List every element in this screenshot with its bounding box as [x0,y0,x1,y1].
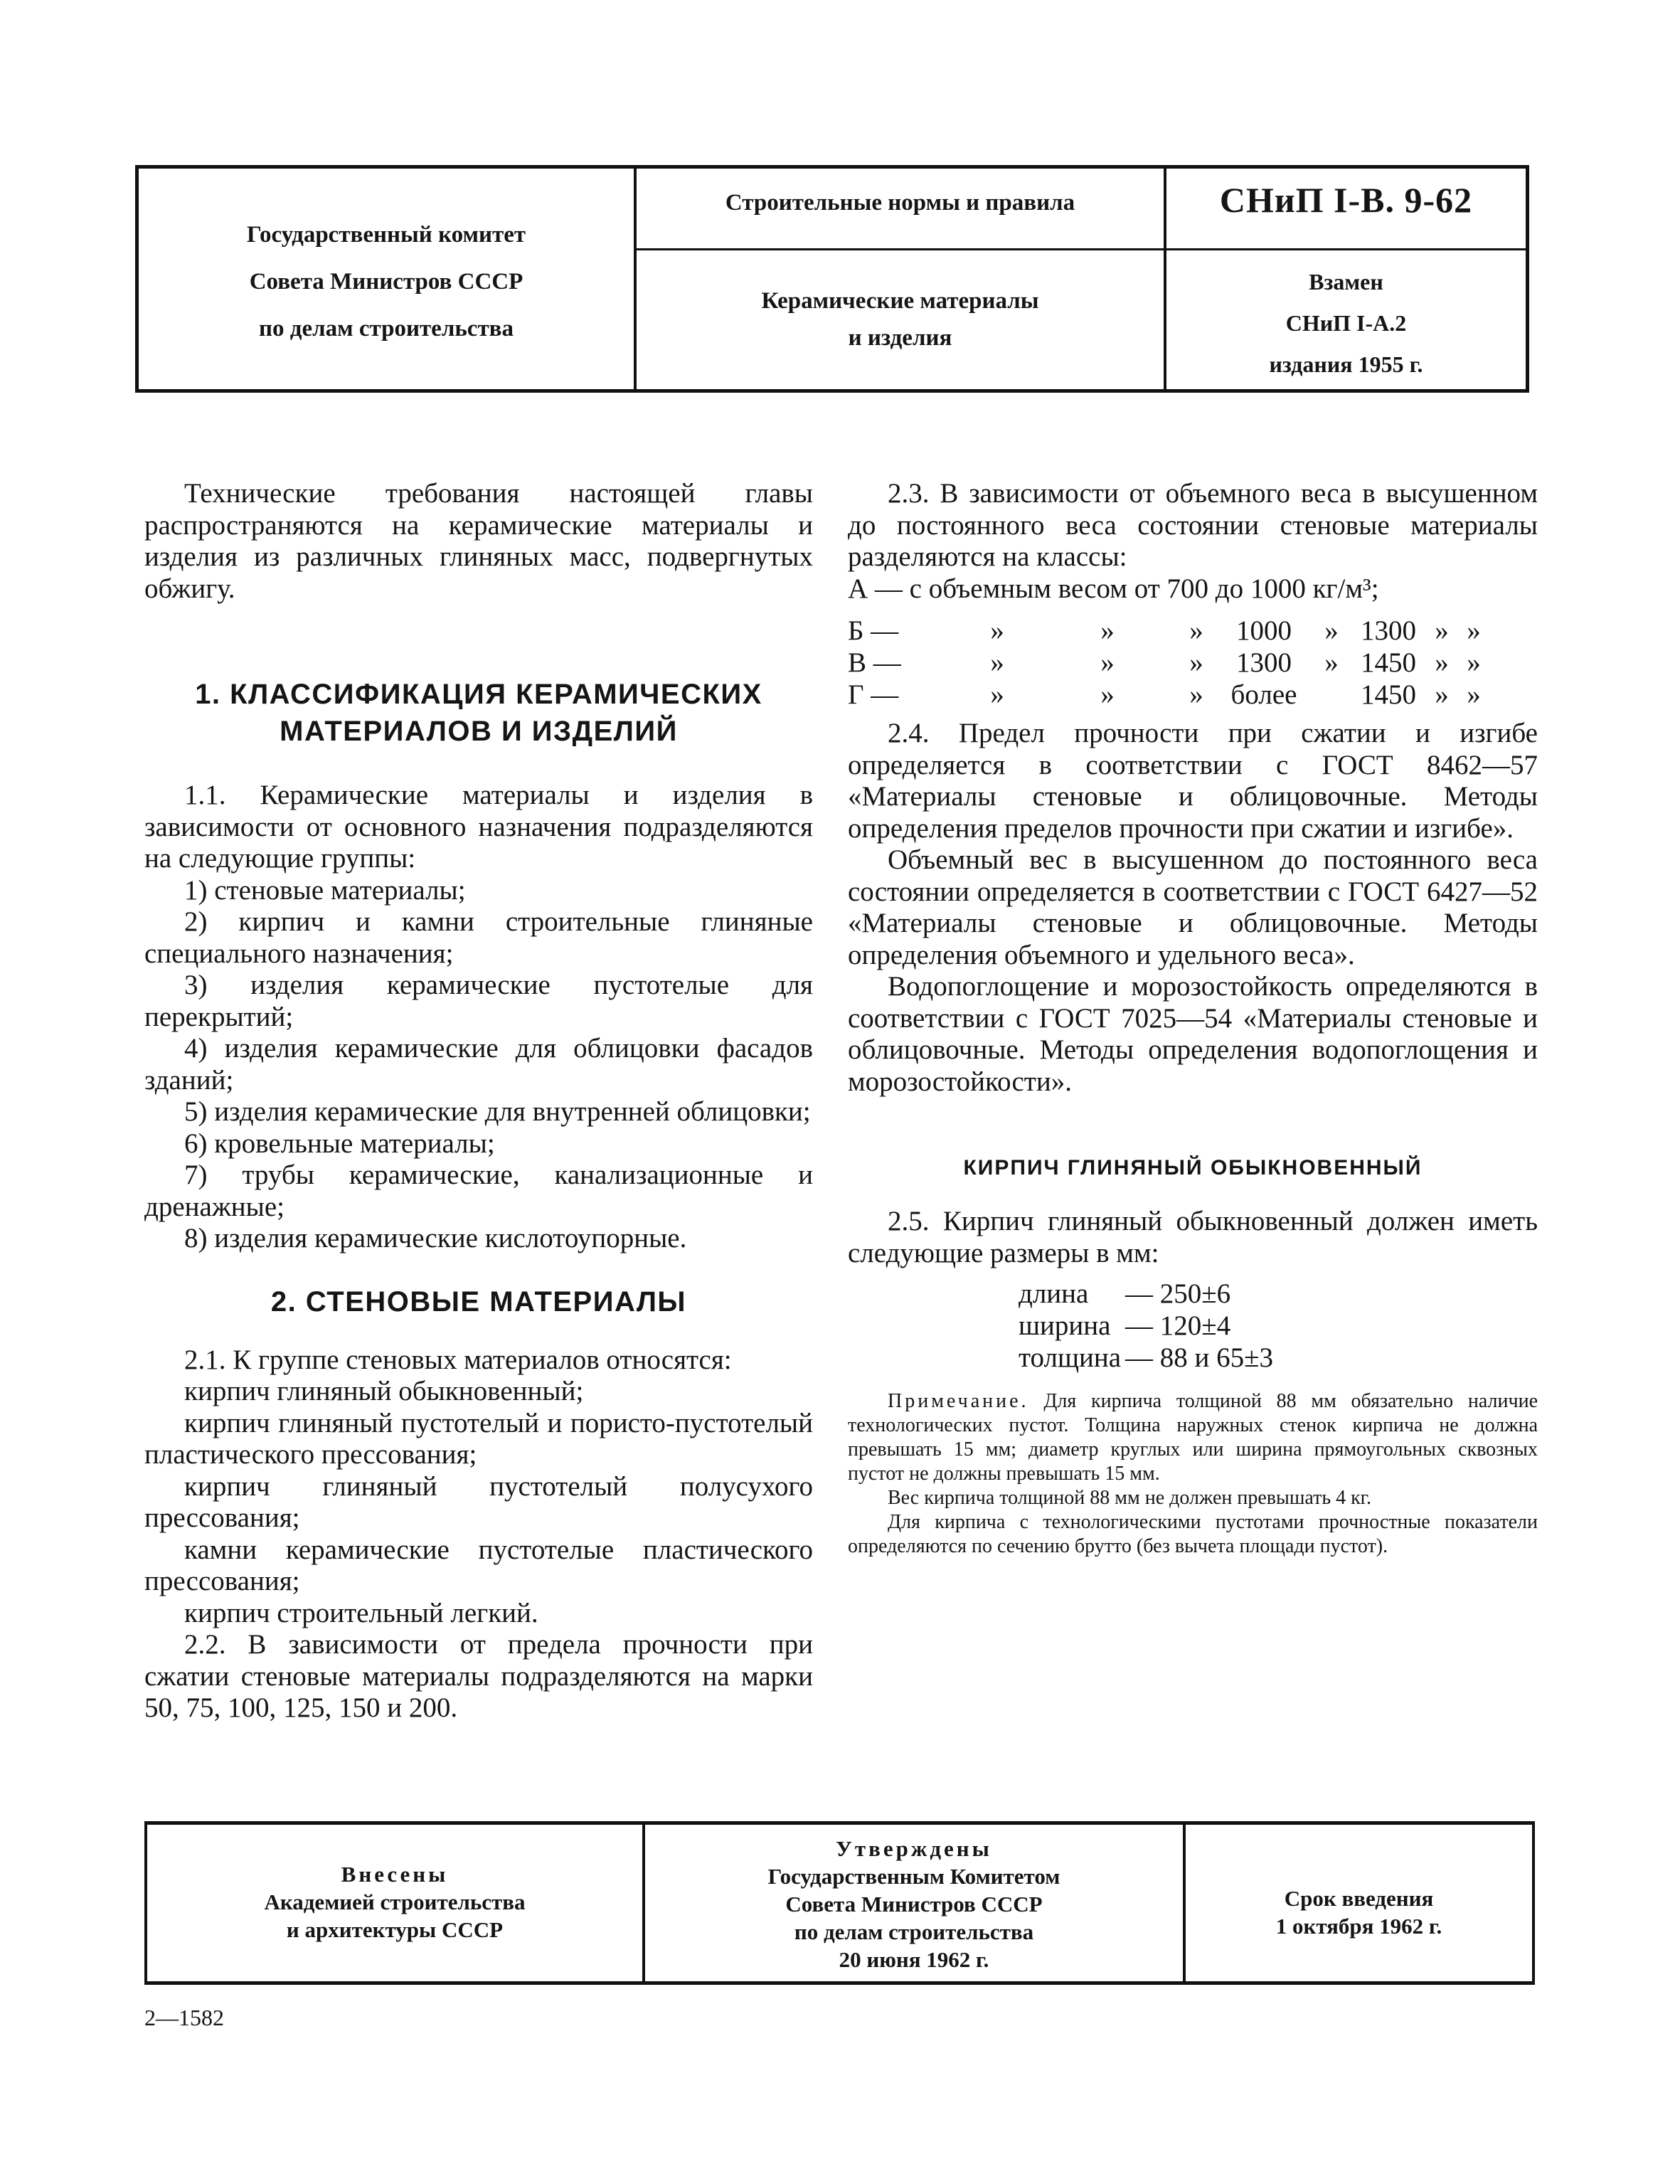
footer-introduced-cell [147,1825,645,1981]
class-cell: » [1189,615,1203,646]
header-replaces-line: издания 1955 г. [1269,351,1423,377]
note-hollow: Для кирпича с технологическими пустотами прочностные показатели определяются по сечению брутто (без вычета площади пустот). [848,1511,1538,1557]
class-cell: » [1100,679,1115,710]
section-1-title-line: 1. КЛАССИФИКАЦИЯ КЕРАМИЧЕСКИХ [195,679,762,710]
class-cell: » [1189,679,1203,710]
page-number: 2—1582 [144,2005,224,2030]
header-replaces [1166,261,1526,385]
class-cell: В — [848,647,901,678]
class-cell: » [1435,679,1449,710]
footer-table [144,1821,1535,1985]
class-row [848,647,1488,679]
footer-line: и архитектуры СССР [286,1917,504,1942]
class-cell: » [1189,647,1203,678]
dimension-value: — 88 и 65±3 [1125,1342,1274,1373]
class-cell: 1300 [1236,647,1292,678]
footer-line: Внесены [341,1862,449,1887]
group-item: 8) изделия керамические кислотоупорные. [184,1223,687,1253]
class-cell: » [990,615,1004,646]
paragraph-2-1: 2.1. К группе стеновых материалов относятся: [184,1344,732,1375]
group-item: 7) трубы керамические, канализационные и дренажные; [144,1160,813,1222]
class-a: А — с объемным весом от 700 до 1000 кг/м³; [848,573,1379,604]
dimension-name: толщина [1019,1342,1122,1373]
footer-effective-cell [1186,1825,1532,1981]
class-cell: более [1230,679,1297,710]
dimension-row [1019,1310,1273,1342]
footer-effective [1186,1885,1532,1940]
header-code: СНиП I-В. 9-62 [1219,180,1473,220]
class-cell [1310,679,1353,711]
header-title [637,282,1164,356]
header-table [135,165,1529,393]
wall-item: камни керамические пустотелые пластического прессования; [144,1534,813,1596]
class-cell: » [1324,615,1339,646]
footer-line: Утверждены [836,1836,992,1861]
class-cell: » [990,647,1004,678]
header-replaces-line: СНиП I-А.2 [1285,310,1407,336]
class-row [848,679,1488,711]
footer-line: Государственным Комитетом [767,1864,1060,1889]
paragraph-water-absorption: Водопоглощение и морозостойкость определяются в соответствии с ГОСТ 7025—54 «Материалы стеновые и облицовочные. Методы определения водопоглощения и морозостойкости». [848,971,1538,1097]
dimension-value: — 120±4 [1125,1310,1231,1341]
class-cell: » [990,679,1004,710]
classes-table [848,615,1488,711]
left-column [144,478,813,1724]
wall-item: кирпич глиняный пустотелый и пористо-пустотелый пластического прессования; [144,1407,813,1470]
footer-line: 20 июня 1962 г. [839,1947,989,1972]
class-cell: 1450 [1361,679,1416,710]
header-code-cell [1166,169,1526,389]
section-1-title [144,676,813,750]
note-label: Примечание. [888,1390,1029,1412]
note-text: Для кирпича толщиной 88 мм обязательно наличие технологических пустот. Толщина наружных стенок кирпича не должна превышать 15 мм; диаметр круглых или ширина прямоугольных сквозных пустот не должны превышать 15 мм. [848,1390,1538,1485]
group-item: 1) стеновые материалы; [184,874,466,906]
group-item: 3) изделия керамические пустотелые для перекрытий; [144,970,813,1032]
header-replaces-line: Взамен [1309,269,1383,295]
class-cell: » [1467,679,1481,710]
group-item: 6) кровельные материалы; [184,1128,495,1159]
class-cell: 1450 [1361,647,1416,678]
wall-item: кирпич глиняный обыкновенный; [184,1376,584,1406]
class-cell: Б — [848,615,899,646]
wall-item: кирпич глиняный пустотелый полусухого прессования; [144,1470,813,1533]
footer-line: по делам строительства [794,1919,1034,1944]
right-column [848,478,1538,1559]
class-cell: » [1467,647,1481,678]
header-org-line: по делам строительства [259,316,514,341]
class-row [848,615,1488,647]
header-title-cell [637,169,1166,389]
class-cell: » [1435,615,1449,646]
class-cell: » [1435,647,1449,678]
note-weight: Вес кирпича толщиной 88 мм не должен превышать 4 кг. [888,1487,1372,1509]
paragraph-volume-weight: Объемный вес в высушенном до постоянного веса состоянии определяется в соответствии с ГОСТ 6427—52 «Материалы стеновые и облицовочные. Методы определения объемного и удельного веса». [848,844,1538,970]
dimensions-table [1019,1278,1273,1374]
section-1-title-line: МАТЕРИАЛОВ И ИЗДЕЛИЙ [280,716,678,747]
footer-line: Срок введения [1284,1886,1434,1911]
header-org-line: Совета Министров СССР [249,269,523,295]
footer-approved-cell [645,1825,1186,1981]
footer-line: Академией строительства [264,1889,526,1914]
header-org [139,211,634,352]
class-cell: 1000 [1236,615,1292,646]
class-cell: » [1467,615,1481,646]
footer-line: Совета Министров СССР [785,1892,1043,1917]
dimension-row [1019,1342,1273,1374]
paragraph-2-4: 2.4. Предел прочности при сжатии и изгибе определяется в соответствии с ГОСТ 8462—57 «Материалы стеновые и облицовочные. Методы определения пределов прочности при сжатии и изгибе». [848,718,1538,844]
header-series: Строительные нормы и правила [725,190,1075,216]
dimension-value: — 250±6 [1125,1278,1231,1309]
wall-item: кирпич строительный легкий. [184,1597,538,1628]
header-org-cell [139,169,637,389]
dimension-row [1019,1278,1273,1310]
section-2-title: 2. СТЕНОВЫЕ МАТЕРИАЛЫ [270,1286,687,1318]
dimension-name: ширина [1019,1310,1111,1341]
paragraph-2-3: 2.3. В зависимости от объемного веса в высушенном до постоянного веса состоянии стеновые материалы разделяются на классы: [848,478,1538,572]
footer-approved [645,1835,1183,1973]
class-cell: Г — [848,679,899,710]
paragraph-2-5: 2.5. Кирпич глиняный обыкновенный должен иметь следующие размеры в мм: [848,1206,1538,1268]
class-cell: 1300 [1361,615,1416,646]
intro-paragraph: Технические требования настоящей главы распространяются на керамические материалы и изделия из различных глиняных масс, подвергнутых обжигу. [144,478,813,604]
paragraph-2-2: 2.2. В зависимости от предела прочности при сжатии стеновые материалы подразделяются на марки 50, 75, 100, 125, 150 и 200. [144,1629,813,1723]
group-item: 5) изделия керамические для внутренней облицовки; [184,1096,811,1127]
header-title-line: Керамические материалы [761,288,1039,314]
dimension-name: длина [1019,1278,1089,1309]
paragraph-1-1: 1.1. Керамические материалы и изделия в зависимости от основного назначения подразделяются на следующие группы: [144,780,813,874]
class-cell: » [1100,647,1115,678]
group-item: 4) изделия керамические для облицовки фасадов зданий; [144,1033,813,1096]
subsection-title: КИРПИЧ ГЛИНЯНЫЙ ОБЫКНОВЕННЫЙ [963,1156,1423,1180]
footer-line: 1 октября 1962 г. [1275,1914,1442,1939]
note-paragraph [848,1389,1538,1486]
footer-introduced [147,1860,642,1944]
group-item: 2) кирпич и камни строительные глиняные специального назначения; [144,906,813,969]
class-cell: » [1324,647,1339,678]
header-title-line: и изделия [848,325,952,351]
header-org-line: Государственный комитет [246,222,526,248]
class-cell: » [1100,615,1115,646]
